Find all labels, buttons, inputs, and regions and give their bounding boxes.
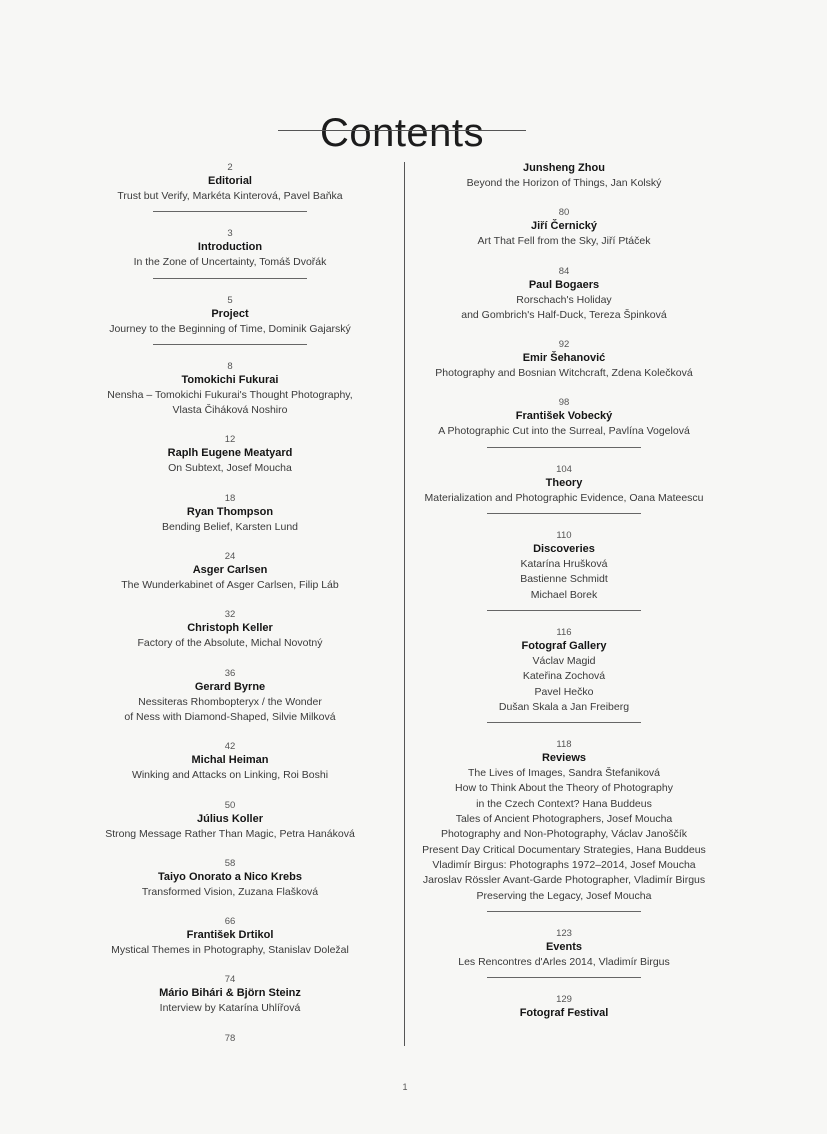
toc-entry-subtitle: How to Think About the Theory of Photography — [455, 782, 673, 795]
toc-entry-subtitle: Pavel Hečko — [534, 685, 594, 698]
contents-left-column — [85, 161, 375, 1060]
toc-entry-subtitle: Vladimír Birgus: Photographs 1972–2014, Josef Moucha — [432, 858, 696, 871]
toc-entry-title: Raplh Eugene Meatyard — [167, 447, 293, 460]
toc-entry-subtitle: Photography and Bosnian Witchcraft, Zdena Kolečková — [435, 367, 693, 380]
toc-page-number: 12 — [224, 434, 236, 446]
toc-entry-title: Introduction — [197, 241, 263, 254]
section-rule — [153, 278, 307, 279]
toc-entry — [408, 463, 720, 506]
toc-page-number: 8 — [227, 360, 233, 372]
toc-entry — [85, 360, 375, 419]
toc-entry-subtitle: Dušan Skala a Jan Freiberg — [498, 700, 630, 713]
page-number: 1 — [402, 1082, 408, 1092]
toc-entry — [408, 161, 720, 191]
toc-entry — [408, 626, 720, 715]
toc-entry-title: František Vobecký — [515, 410, 613, 423]
toc-entry-subtitle: Trust but Verify, Markéta Kinterová, Pavel Baňka — [117, 190, 343, 202]
toc-page-number: 80 — [558, 207, 570, 219]
toc-entry-subtitle: Beyond the Horizon of Things, Jan Kolský — [466, 177, 662, 189]
toc-entry-subtitle: Les Rencontres d'Arles 2014, Vladimír Birgus — [458, 955, 670, 968]
toc-entry-subtitle: Nessiteras Rhombopteryx / the Wonder — [138, 695, 322, 708]
toc-entry-title: Jiří Černický — [530, 220, 598, 233]
toc-entry-subtitle: Interview by Katarína Uhlířová — [159, 1002, 301, 1015]
toc-page-number: 116 — [556, 626, 572, 638]
toc-entry-subtitle: Winking and Attacks on Linking, Roi Boshi — [131, 769, 329, 782]
toc-page-number: 36 — [224, 667, 236, 679]
toc-page-number: 110 — [556, 530, 572, 542]
toc-entry-title: Christoph Keller — [187, 622, 273, 635]
toc-entry-subtitle: Photography and Non-Photography, Václav Janoščík — [440, 828, 688, 841]
toc-page-number: 84 — [558, 265, 570, 277]
toc-entry-title: Gerard Byrne — [194, 680, 266, 693]
toc-entry-title: Events — [545, 940, 583, 953]
toc-entry-title: Emir Šehanović — [522, 352, 606, 365]
toc-entry-subtitle: in the Czech Context? Hana Buddeus — [476, 797, 652, 810]
toc-entry-title: František Drtikol — [186, 929, 274, 942]
toc-entry-title: Taiyo Onorato a Nico Krebs — [157, 870, 303, 883]
toc-page-number: 42 — [224, 741, 236, 753]
toc-entry — [85, 294, 375, 337]
toc-page-number: 92 — [558, 339, 570, 351]
toc-entry-subtitle: Michael Borek — [530, 588, 598, 601]
toc-entry-subtitle: Art That Fell from the Sky, Jiří Ptáček — [477, 235, 651, 248]
toc-page-number: 5 — [227, 294, 233, 306]
toc-entry-subtitle: Václav Magid — [532, 654, 596, 667]
toc-entry-subtitle: The Lives of Images, Sandra Štefaniková — [467, 767, 661, 780]
toc-entry — [408, 338, 720, 381]
toc-entry — [85, 915, 375, 958]
toc-entry — [85, 857, 375, 900]
toc-entry-title: Junsheng Zhou — [523, 162, 605, 174]
toc-page-number: 118 — [556, 739, 572, 751]
toc-page-number: 104 — [556, 463, 572, 475]
toc-entry-title: Theory — [545, 476, 583, 489]
toc-entry — [85, 161, 375, 204]
toc-entry — [408, 206, 720, 249]
toc-entry-subtitle: of Ness with Diamond-Shaped, Silvie Milková — [124, 710, 336, 723]
toc-entry-subtitle: and Gombrich's Half-Duck, Tereza Špinková — [461, 308, 667, 321]
column-divider — [404, 162, 405, 1046]
section-rule — [153, 211, 307, 212]
toc-page-number: 74 — [224, 974, 236, 986]
toc-page-number: 58 — [224, 857, 236, 869]
toc-entry-subtitle: Bending Belief, Karsten Lund — [161, 520, 298, 533]
contents-right-column — [408, 161, 720, 1036]
toc-entry-subtitle: Nensha – Tomokichi Fukurai's Thought Photography, — [107, 388, 353, 401]
toc-entry-subtitle: Mystical Themes in Photography, Stanislav Doležal — [111, 944, 349, 957]
toc-entry-title: Project — [211, 307, 249, 320]
toc-entry-title: Editorial — [207, 175, 252, 187]
toc-entry-title: Fotograf Gallery — [521, 639, 607, 652]
toc-entry-subtitle: Bastienne Schmidt — [520, 573, 608, 586]
toc-entry-subtitle: Preserving the Legacy, Josef Moucha — [476, 889, 652, 902]
toc-entry-title: Tomokichi Fukurai — [181, 373, 279, 386]
section-rule — [153, 344, 307, 345]
toc-entry — [408, 529, 720, 603]
page-title: Contents — [319, 110, 485, 155]
toc-entry-subtitle: Journey to the Beginning of Time, Dominik Gajarský — [109, 322, 351, 335]
toc-page-number: 50 — [224, 799, 236, 811]
toc-entry-subtitle: On Subtext, Josef Moucha — [168, 462, 292, 475]
toc-entry-title: Michal Heiman — [191, 754, 269, 767]
toc-entry-subtitle: Tales of Ancient Photographers, Josef Moucha — [455, 813, 673, 826]
section-rule — [487, 447, 641, 448]
toc-entry — [408, 396, 720, 439]
toc-page-number: 98 — [558, 397, 570, 409]
toc-entry — [85, 799, 375, 842]
toc-entry-subtitle: Transformed Vision, Zuzana Flašková — [141, 885, 319, 898]
toc-entry-title: Asger Carlsen — [192, 564, 268, 577]
toc-entry-subtitle: Strong Message Rather Than Magic, Petra Hanáková — [105, 827, 355, 840]
toc-entry-subtitle: Vlasta Čiháková Noshiro — [172, 404, 288, 417]
toc-entry — [85, 973, 375, 1016]
toc-entry — [408, 927, 720, 970]
section-rule — [487, 977, 641, 978]
section-rule — [487, 722, 641, 723]
toc-entry-subtitle: Katarína Hrušková — [520, 558, 608, 571]
title-underline — [278, 130, 526, 131]
toc-page-number: 78 — [224, 1032, 236, 1044]
toc-entry — [85, 1032, 375, 1045]
toc-entry-subtitle: In the Zone of Uncertainty, Tomáš Dvořák — [133, 256, 327, 269]
toc-page-number: 123 — [556, 927, 572, 939]
toc-entry-subtitle: A Photographic Cut into the Surreal, Pavlína Vogelová — [438, 425, 690, 438]
toc-entry — [85, 550, 375, 593]
section-rule — [487, 911, 641, 912]
toc-entry-subtitle: Present Day Critical Documentary Strategies, Hana Buddeus — [422, 843, 706, 856]
toc-entry-subtitle: Factory of the Absolute, Michal Novotný — [137, 637, 323, 650]
section-rule — [487, 513, 641, 514]
toc-entry-title: Ryan Thompson — [186, 505, 274, 518]
toc-page-number: 18 — [224, 492, 236, 504]
toc-entry-subtitle: Rorschach's Holiday — [516, 293, 612, 306]
toc-page-number: 3 — [227, 228, 233, 240]
toc-entry — [408, 265, 720, 324]
toc-entry-title: Discoveries — [533, 543, 595, 556]
toc-entry-title: Mário Bihári & Björn Steinz — [159, 987, 301, 1000]
toc-entry-title: Július Koller — [196, 812, 264, 825]
toc-page-number: 129 — [556, 994, 572, 1006]
toc-entry — [85, 492, 375, 535]
toc-entry — [85, 667, 375, 726]
toc-page-number: 66 — [224, 916, 236, 928]
toc-entry — [85, 608, 375, 651]
toc-entry — [85, 433, 375, 476]
toc-entry-subtitle: Kateřina Zochová — [522, 670, 606, 683]
toc-entry-title: Reviews — [541, 752, 587, 765]
toc-entry-subtitle: Materialization and Photographic Evidence, Oana Mateescu — [424, 491, 704, 504]
section-rule — [487, 610, 641, 611]
toc-entry-title: Paul Bogaers — [528, 278, 600, 291]
toc-entry-subtitle: Jaroslav Rössler Avant-Garde Photographer, Vladimír Birgus — [422, 874, 706, 887]
toc-page-number: 2 — [227, 162, 233, 173]
toc-entry — [408, 738, 720, 904]
toc-entry-title: Fotograf Festival — [519, 1007, 609, 1020]
toc-entry-subtitle: The Wunderkabinet of Asger Carlsen, Filip Láb — [121, 579, 339, 592]
toc-entry — [408, 993, 720, 1021]
toc-entry — [85, 227, 375, 270]
toc-page-number: 24 — [224, 551, 236, 563]
toc-entry — [85, 740, 375, 783]
toc-page-number: 32 — [224, 609, 236, 621]
